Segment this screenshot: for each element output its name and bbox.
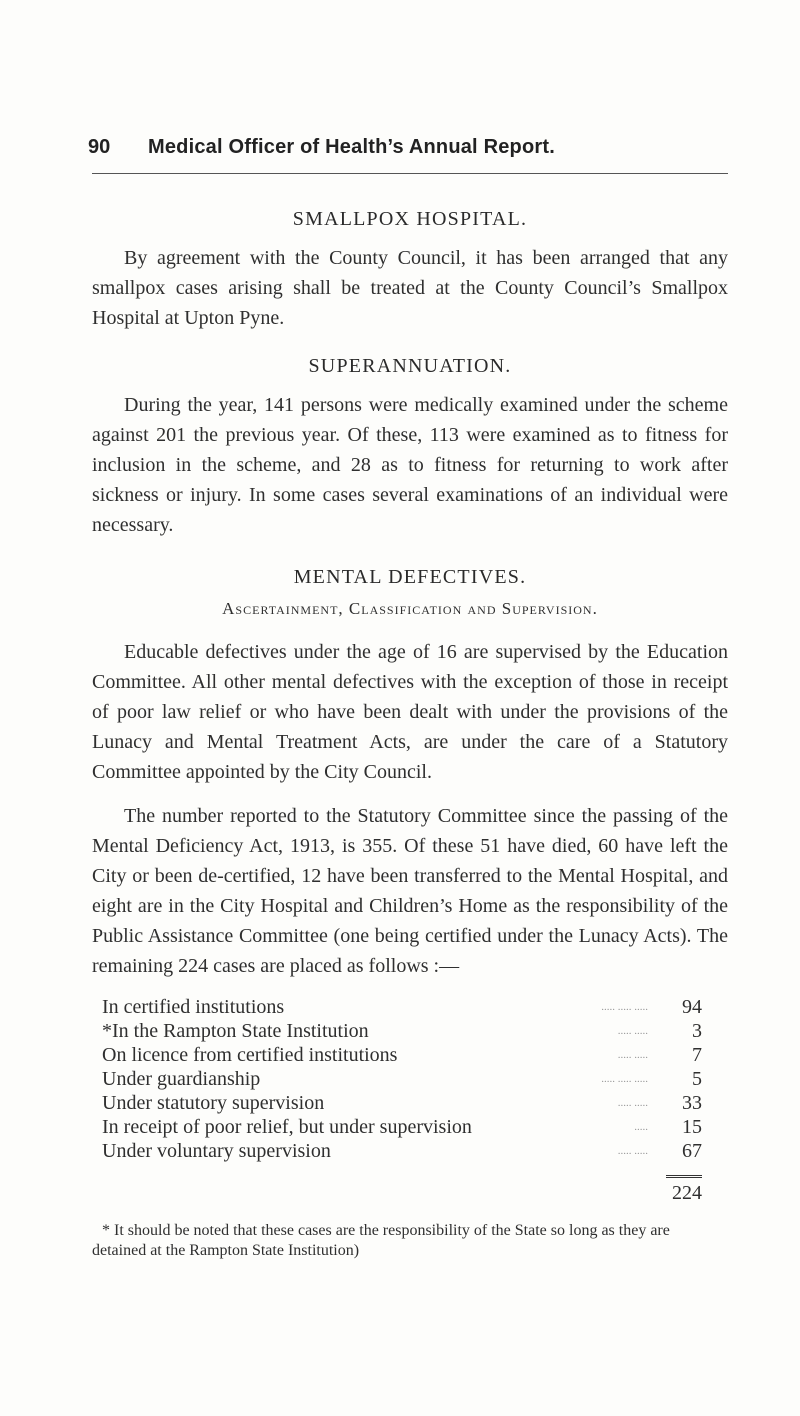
placement-count: 94 — [682, 996, 702, 1018]
placement-leader-dots: ..... ..... ..... — [601, 1001, 648, 1013]
mental-defectives-paragraph-1: Educable defectives under the age of 16 are supervised by the Education Committee. All other mental defectives with the exception of those in receipt of poor law relief or who have been dealt with under the provisions of the Lunacy and Mental Treatment Acts, are under the care of a Statutory Committee appointed by the City Council. — [92, 641, 728, 783]
placement-label: Under guardianship — [102, 1068, 261, 1090]
footnote: * It should be noted that these cases are the responsibility of the State so long as they are detained at the Rampton State Institution) — [92, 1222, 670, 1259]
superannuation-paragraph: During the year, 141 persons were medically examined under the scheme against 201 the previous year. Of these, 113 were examined as to fitness for inclusion in the scheme, and 28 as to fitness for returning to work after sickness or injury. In some cases several examinations of an individual were necessary. — [92, 394, 728, 536]
page-number: 90 — [88, 136, 111, 158]
placements-table — [102, 995, 702, 1163]
page-content — [92, 200, 728, 1261]
placement-leader-dots: ..... ..... ..... — [601, 1073, 648, 1085]
placement-row — [102, 1067, 702, 1091]
placements-total: 224 — [672, 1182, 702, 1204]
placement-leader-dots: ..... ..... — [617, 1097, 648, 1109]
placement-count: 5 — [692, 1068, 702, 1090]
superannuation-section — [92, 355, 728, 540]
page-header — [88, 136, 728, 176]
mental-defectives-heading: MENTAL DEFECTIVES. — [293, 566, 527, 588]
header-rule — [92, 173, 728, 174]
placement-row — [102, 1139, 702, 1163]
mental-defectives-paragraph-2: The number reported to the Statutory Committee since the passing of the Mental Deficiency Act, 1913, is 355. Of these 51 have died, 60 have left the City or been de-certified, 12 have been transferred to the Mental Hospital, and eight are in the City Hospital and Children’s Home as the responsibility of the Public Assistance Committee (one being certified under the Lunacy Acts). The remaining 224 cases are placed as follows :— — [92, 805, 728, 977]
smallpox-heading: SMALLPOX HOSPITAL. — [292, 208, 528, 230]
placement-leader-dots: ..... ..... — [617, 1025, 648, 1037]
mental-defectives-section — [92, 566, 728, 1261]
superannuation-heading: SUPERANNUATION. — [308, 355, 512, 377]
smallpox-section — [92, 208, 728, 333]
placement-label: In receipt of poor relief, but under supervision — [102, 1116, 472, 1138]
placement-label: Under statutory supervision — [102, 1092, 325, 1114]
placement-leader-dots: ..... ..... — [617, 1049, 648, 1061]
placement-count: 67 — [682, 1140, 702, 1162]
total-rule — [666, 1175, 702, 1178]
placement-row — [102, 1115, 702, 1139]
smallpox-paragraph: By agreement with the County Council, it has been arranged that any smallpox cases arising shall be treated at the County Council’s Smallpox Hospital at Upton Pyne. — [92, 247, 728, 329]
placement-leader-dots: ..... — [634, 1121, 648, 1133]
placement-row — [102, 995, 702, 1019]
placement-row — [102, 1043, 702, 1067]
placements-total-row — [102, 1175, 702, 1205]
placement-count: 3 — [692, 1020, 702, 1042]
placement-leader-dots: ..... ..... — [617, 1145, 648, 1157]
placement-label: *In the Rampton State Institution — [102, 1020, 369, 1042]
placement-row — [102, 1019, 702, 1043]
running-title: Medical Officer of Health’s Annual Report. — [148, 136, 555, 158]
placement-count: 7 — [692, 1044, 702, 1066]
placement-label: Under voluntary supervision — [102, 1140, 331, 1162]
placement-count: 15 — [682, 1116, 702, 1138]
placement-label: On licence from certified institutions — [102, 1044, 398, 1066]
placement-count: 33 — [682, 1092, 702, 1114]
placement-label: In certified institutions — [102, 996, 285, 1018]
mental-defectives-subheading: Ascertainment, Classification and Supervision. — [222, 599, 598, 618]
placement-row — [102, 1091, 702, 1115]
